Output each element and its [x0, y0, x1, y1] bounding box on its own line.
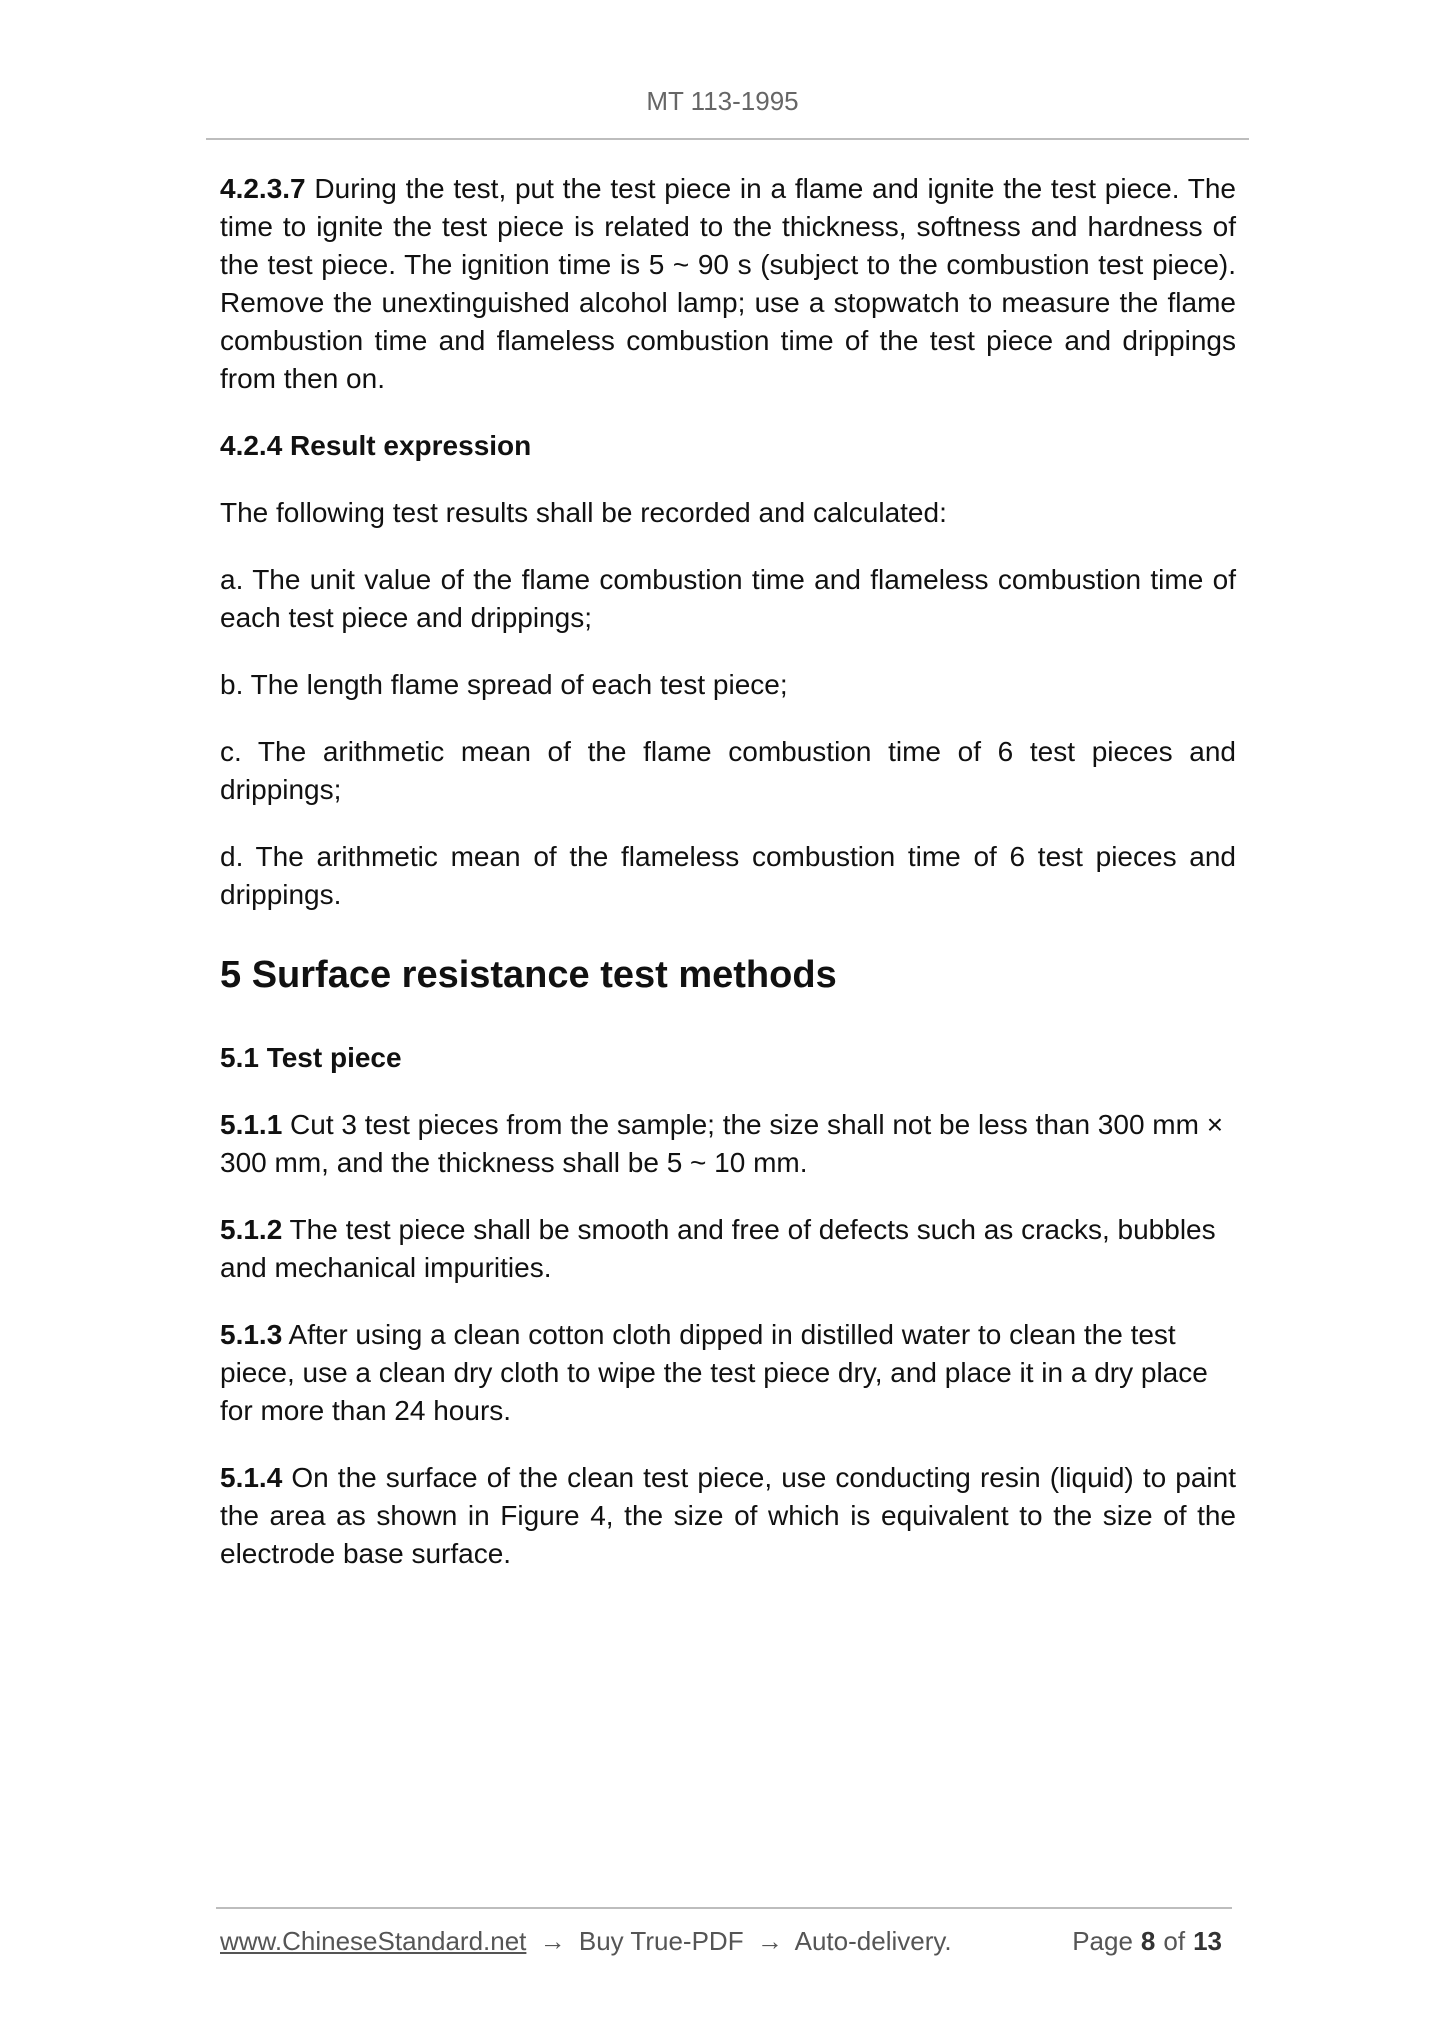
delivery-text: Auto-delivery.: [794, 1926, 952, 1956]
clause-number: 5.1.2: [220, 1214, 283, 1245]
header-divider: [206, 138, 1249, 140]
page-label: Page: [1072, 1926, 1133, 1956]
clause-number: 4.2.3.7: [220, 173, 306, 204]
clause-number: 5.1.1: [220, 1109, 283, 1140]
document-id: MT 113-1995: [646, 86, 799, 116]
footer-divider: [216, 1907, 1232, 1909]
heading-5-1: 5.1 Test piece: [220, 1042, 402, 1073]
arrow-right-icon: →: [756, 1926, 783, 1956]
clause-number: 5.1.3: [220, 1319, 283, 1350]
clause-text: Cut 3 test pieces from the sample; the size shall not be less than 300 mm × 300 mm, and the thickness shall be 5 ~ 10 mm.: [220, 1109, 1224, 1178]
paragraph-5-1-3: [220, 1316, 1236, 1430]
buy-pdf-text: Buy True-PDF: [578, 1926, 744, 1956]
paragraph-intro: The following test results shall be recorded and calculated:: [220, 497, 947, 528]
page-number: 8: [1140, 1926, 1156, 1956]
section-heading-5: 5 Surface resistance test methods: [220, 954, 837, 996]
page-indicator: [1072, 1926, 1230, 1957]
arrow-right-icon: →: [539, 1926, 566, 1956]
paragraph-5-1-2: [220, 1211, 1236, 1287]
clause-text: On the surface of the clean test piece, use conducting resin (liquid) to paint the area as shown in Figure 4, the size of which is equivalent to the size of the electrode base surface.: [220, 1462, 1236, 1569]
website-link[interactable]: www.ChineseStandard.net: [220, 1926, 527, 1956]
paragraph-5-1-1: [220, 1106, 1236, 1182]
clause-text: The test piece shall be smooth and free of defects such as cracks, bubbles and mechanical impurities.: [220, 1214, 1216, 1283]
clause-number: 5.1.4: [220, 1462, 283, 1493]
paragraph-5-1-4: [220, 1459, 1236, 1573]
list-item-b: b. The length flame spread of each test piece;: [220, 669, 788, 700]
page-body: [220, 170, 1236, 1602]
of-label: of: [1163, 1926, 1186, 1956]
clause-text: After using a clean cotton cloth dipped in distilled water to clean the test piece, use a clean dry cloth to wipe the test piece dry, and place it in a dry place for more than 24 hours.: [220, 1319, 1208, 1426]
list-item-d: d. The arithmetic mean of the flameless combustion time of 6 test pieces and drippings.: [220, 841, 1236, 910]
running-header: [0, 86, 1445, 117]
page-footer: [220, 1926, 1230, 1957]
list-item-c: c. The arithmetic mean of the flame combustion time of 6 test pieces and drippings;: [220, 736, 1236, 805]
paragraph-4-2-3-7: [220, 170, 1236, 398]
list-item-a: a. The unit value of the flame combustion time and flameless combustion time of each test piece and drippings;: [220, 564, 1236, 633]
heading-4-2-4: 4.2.4 Result expression: [220, 430, 532, 461]
page-total: 13: [1193, 1926, 1222, 1956]
clause-text: During the test, put the test piece in a flame and ignite the test piece. The time to ignite the test piece is related to the thickness, softness and hardness of the test piece. The ignition time is 5 ~ 90 s (subject to the combustion test piece). Remove the unextinguished alcohol lamp; use a stopwatch to measure the flame combustion time and flameless combustion time of the test piece and drippings from then on.: [220, 173, 1236, 394]
